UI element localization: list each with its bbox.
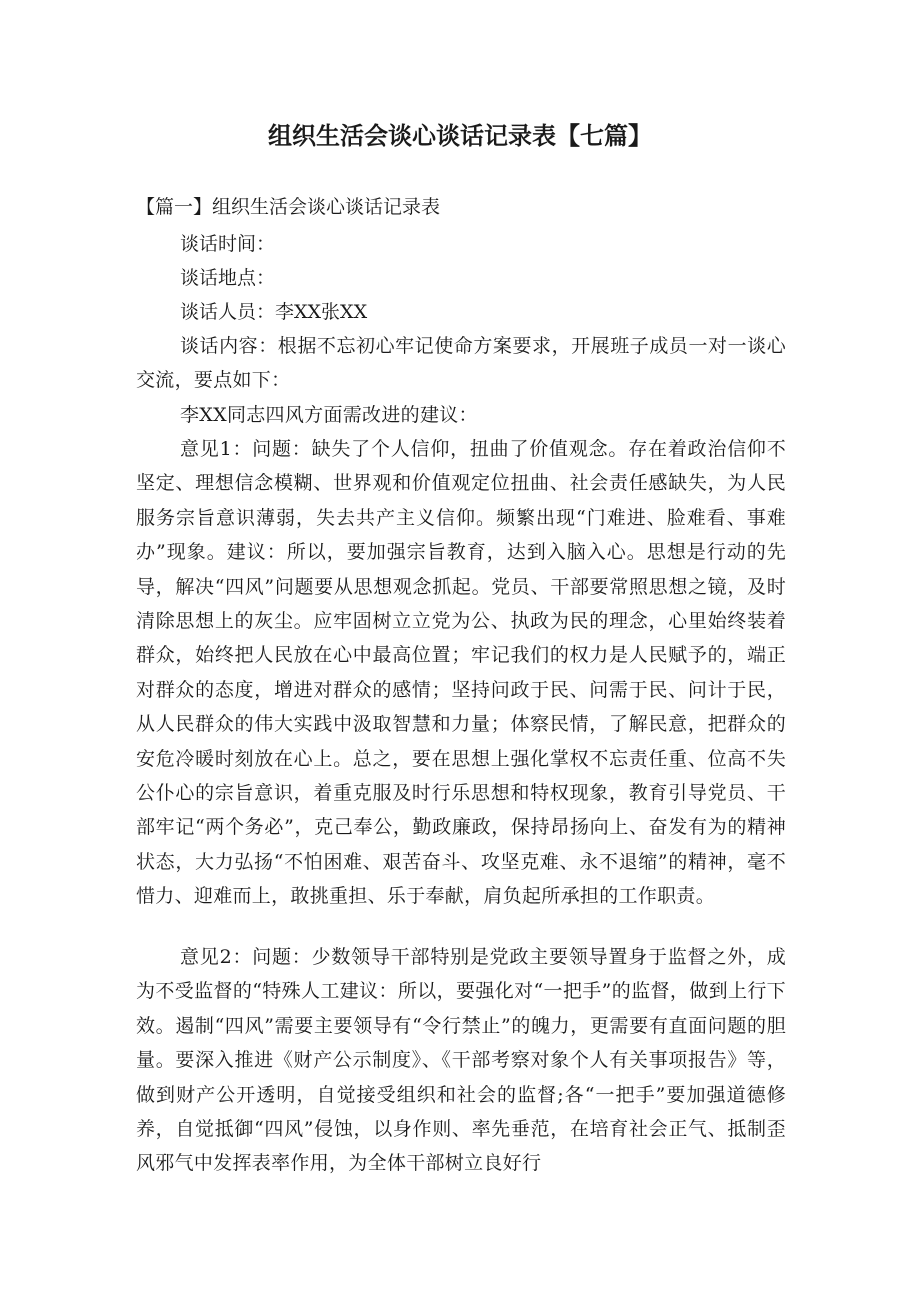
- paragraph-opinion-1: 意见1：问题：缺失了个人信仰，扭曲了价值观念。存在着政治信仰不坚定、理想信念模糊、世界观和价值观定位扭曲、社会责任感缺失，为人民服务宗旨意识薄弱，失去共产主义信仰。频繁出现“门难进、脸难看、事难办”现象。建议：所以，要加强宗旨教育，达到入脑入心。思想是行动的先导，解决“四风”问题要从思想观念抓起。党员、干部要常照思想之镜，及时清除思想上的灰尘。应牢固树立立党为公、执政为民的理念，心里始终装着群众，始终把人民放在心中最高位置；牢记我们的权力是人民赋予的，端正对群众的态度，增进对群众的感情；坚持问政于民、问需于民、问计于民，从人民群众的伟大实践中汲取智慧和力量；体察民情，了解民意，把群众的安危冷暖时刻放在心上。总之，要在思想上强化掌权不忘责任重、位高不失公仆心的宗旨意识，着重克服及时行乐思想和特权现象，教育引导党员、干部牢记“两个务必”，克己奉公，勤政廉政，保持昂扬向上、奋发有为的精神状态，大力弘扬“不怕困难、艰苦奋斗、攻坚克难、永不退缩”的精神，毫不惜力、迎难而上，敢挑重担、乐于奉献，肩负起所承担的工作职责。: [136, 438, 786, 908]
- paragraph-talk-content: 谈话内容：根据不忘初心牢记使命方案要求，开展班子成员一对一谈心交流，要点如下：: [136, 335, 786, 392]
- paragraph-intro: 李XX同志四风方面需改进的建议：: [180, 404, 478, 426]
- field-talk-people: 谈话人员：李XX张XX: [180, 301, 368, 323]
- document-title: 组织生活会谈心谈话记录表【七篇】: [268, 122, 652, 150]
- field-talk-place: 谈话地点：: [180, 267, 276, 289]
- paragraph-opinion-2: 意见2：问题：少数领导干部特别是党政主要领导置身于监督之外，成为不受监督的“特殊人工建议：所以，要强化对“一把手”的监督，做到上行下效。遏制“四风”需要主要领导有“令行禁止”的魄力，更需要有直面问题的胆量。要深入推进《财产公示制度》、《干部考察对象个人有关事项报告》等，做到财产公开透明，自觉接受组织和社会的监督;各“一把手”要加强道德修养，自觉抵御“四风”侵蚀，以身作则、率先垂范，在培育社会正气、抵制歪风邪气中发挥表率作用，为全体干部树立良好行: [136, 946, 786, 1175]
- section-heading: 【篇一】组织生活会谈心谈话记录表: [136, 196, 441, 218]
- field-talk-time: 谈话时间：: [180, 233, 276, 255]
